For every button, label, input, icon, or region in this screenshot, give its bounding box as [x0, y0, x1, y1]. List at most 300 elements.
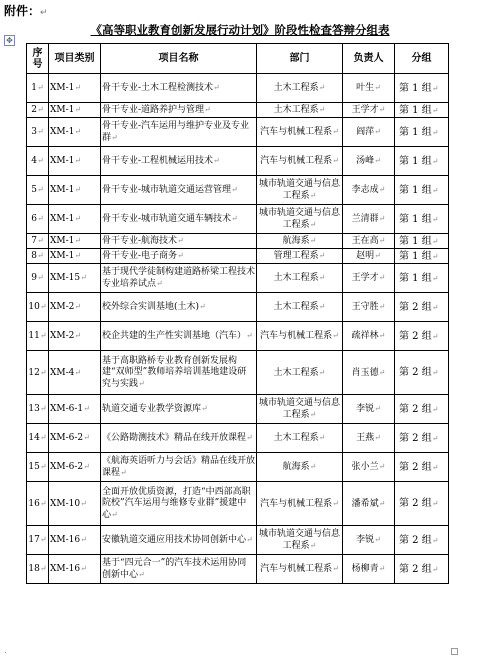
paragraph-mark-icon: ↵	[431, 156, 439, 166]
row-number-text: 9	[31, 273, 38, 283]
row-number	[27, 526, 49, 555]
project-name	[101, 555, 257, 584]
group-label	[395, 249, 449, 264]
owner-name-text: 肖玉德	[351, 367, 379, 378]
paragraph-mark-icon: ↵	[37, 185, 44, 194]
paragraph-mark-icon: ↵	[199, 302, 206, 311]
row-number	[27, 293, 49, 322]
paragraph-mark-icon: ↵	[37, 156, 44, 165]
group-label-text: 第 1 组	[399, 155, 432, 167]
department	[257, 526, 343, 555]
row-number-text: 16	[28, 498, 40, 509]
department	[257, 205, 343, 234]
owner-name-text: 赵明	[356, 251, 375, 261]
row-number-text: 11	[28, 331, 40, 341]
table-row	[27, 424, 449, 453]
group-label	[395, 103, 449, 118]
paragraph-mark-icon: ↵	[138, 378, 145, 388]
project-category-text: XM-1	[50, 105, 75, 115]
department-text: 汽车与机械工程系	[260, 498, 333, 509]
project-category-text: XM-15	[50, 273, 81, 283]
owner-name-text: 王学才	[351, 105, 379, 115]
paragraph-mark-icon: ↵	[74, 83, 82, 92]
paragraph-mark-icon: ↵	[111, 509, 118, 519]
paragraph-mark-icon: ↵	[37, 105, 44, 114]
department-text: 土木工程系	[273, 433, 319, 443]
paragraph-mark-icon: ↵	[431, 105, 439, 115]
paragraph-mark-icon: ↵	[318, 273, 326, 282]
owner-name	[343, 74, 395, 103]
row-number	[27, 555, 49, 584]
header-project-name: 项目名称	[101, 44, 257, 74]
paragraph-mark-icon: ↵	[83, 404, 90, 413]
department	[257, 293, 343, 322]
owner-name-text: 疏祥林	[351, 331, 379, 341]
group-label-text: 第 1 组	[399, 272, 432, 284]
project-name-text: 基于高职路桥专业教育创新发展构建“双师型”教师培养培训基地建设研究与实践	[102, 355, 247, 389]
project-category-text: XM-1	[50, 251, 75, 261]
paragraph-mark-icon: ↵	[74, 331, 82, 340]
paragraph-mark-icon: ↵	[74, 302, 82, 311]
project-category	[49, 264, 101, 293]
row-number	[27, 234, 49, 249]
project-category	[49, 118, 101, 147]
paragraph-mark-icon: ↵	[39, 404, 47, 413]
department-text: 汽车与机械工程系	[260, 156, 333, 166]
paragraph-mark-icon: ↵	[138, 569, 145, 579]
project-name	[101, 526, 257, 555]
project-category	[49, 176, 101, 205]
department-text: 城市轨道交通与信息工程系	[258, 528, 340, 551]
row-number-text: 17	[28, 535, 40, 545]
group-label-text: 第 2 组	[399, 534, 432, 546]
group-label-text: 第 1 组	[399, 250, 432, 262]
row-number	[27, 351, 49, 395]
row-number	[27, 74, 49, 103]
paragraph-mark-icon: ↵	[309, 190, 317, 200]
project-category-text: XM-1	[50, 156, 75, 166]
group-label-text: 第 1 组	[399, 82, 432, 94]
paragraph-mark-icon: ↵	[39, 498, 47, 508]
header-department: 部门	[257, 44, 343, 74]
group-label-text: 第 2 组	[399, 432, 432, 444]
row-number-text: 18	[28, 564, 40, 574]
row-number-text: 6	[31, 214, 38, 224]
project-name-text: 全面开放优质资源，打造“中西部高职院校”汽车运用与维修专业群”援建中心	[102, 486, 251, 520]
table-row	[27, 482, 449, 526]
paragraph-mark-icon: ↵	[80, 535, 87, 544]
project-category-text: XM-16	[50, 564, 81, 574]
group-label-text: 第 2 组	[399, 403, 432, 415]
project-name-text: 《公路勘测技术》精品在线开放课程	[102, 433, 247, 443]
department-text: 航海系	[282, 236, 310, 246]
project-name	[101, 103, 257, 118]
paragraph-mark-icon: ↵	[37, 83, 44, 92]
paragraph-mark-icon: ↵	[39, 433, 47, 442]
owner-name	[343, 176, 395, 205]
attachment-label	[4, 2, 48, 19]
project-name-text: 基于“四元合一”的汽车技术运用协同创新中心	[102, 557, 247, 580]
project-category-text: XM-1	[50, 214, 75, 224]
project-category	[49, 249, 101, 264]
project-category-text: XM-2	[50, 302, 75, 312]
department	[257, 234, 343, 249]
owner-name	[343, 395, 395, 424]
owner-name-text: 王燕	[356, 433, 375, 443]
group-label-text: 第 1 组	[399, 184, 432, 196]
department-text: 汽车与机械工程系	[260, 564, 333, 574]
paragraph-mark-icon: ↵	[431, 273, 439, 283]
project-category	[49, 74, 101, 103]
table-row	[27, 395, 449, 424]
paragraph-mark-icon: ↵	[231, 185, 238, 194]
row-number	[27, 118, 49, 147]
paragraph-mark-icon: ↵	[83, 433, 90, 442]
paragraph-mark-icon: ↵	[80, 498, 87, 508]
owner-name	[343, 555, 395, 584]
project-category	[49, 526, 101, 555]
project-category-text: XM-10	[50, 498, 81, 509]
paragraph-mark-icon: ↵	[431, 127, 439, 137]
department	[257, 103, 343, 118]
paragraph-mark-icon: ↵	[318, 302, 326, 311]
project-category	[49, 555, 101, 584]
group-label-text: 第 2 组	[399, 367, 432, 378]
table-row	[27, 249, 449, 264]
table-row	[27, 526, 449, 555]
row-number	[27, 482, 49, 526]
department	[257, 322, 343, 351]
row-number-text: 1	[31, 83, 38, 93]
paragraph-mark-icon: ↵	[246, 433, 253, 442]
paragraph-mark-icon: ↵	[431, 251, 439, 261]
paragraph-mark-icon: ↵	[431, 236, 439, 246]
group-label	[395, 555, 449, 584]
project-name	[101, 395, 257, 424]
paragraph-mark-icon: ↵	[246, 535, 253, 544]
project-name	[101, 424, 257, 453]
project-category-text: XM-4	[50, 367, 75, 378]
table-row	[27, 176, 449, 205]
department-text: 土木工程系	[273, 367, 319, 378]
row-number-text: 14	[28, 433, 40, 443]
group-label	[395, 147, 449, 176]
paragraph-mark-icon: ↵	[39, 564, 47, 573]
row-number	[27, 205, 49, 234]
group-label-text: 第 1 组	[399, 213, 432, 225]
paragraph-mark-icon: ↵	[431, 83, 439, 93]
group-label	[395, 453, 449, 482]
project-name-text: 基于现代学徒制构建道路桥梁工程技术专业培养试点	[102, 266, 256, 289]
table-row	[27, 293, 449, 322]
paragraph-mark-icon: ↵	[204, 105, 211, 114]
project-name-text: 校企共建的生产性实训基地（汽车）	[102, 331, 247, 341]
paragraph-mark-icon: ↵	[318, 251, 326, 260]
attachment-label-text: 附件：	[4, 4, 41, 18]
paragraph-mark-icon: ↵	[431, 368, 439, 377]
project-category	[49, 395, 101, 424]
paragraph-mark-icon: ↵	[74, 105, 82, 114]
paragraph-mark-icon: ↵	[374, 156, 381, 165]
group-label	[395, 118, 449, 147]
project-name-text: 骨干专业-工程机械运用技术	[102, 156, 214, 166]
header-owner: 负责人	[343, 44, 395, 74]
paragraph-mark-icon: ↵	[177, 251, 184, 260]
department-text: 土木工程系	[273, 273, 319, 283]
header-group: 分组	[395, 44, 449, 74]
department	[257, 74, 343, 103]
department	[257, 351, 343, 395]
project-category	[49, 482, 101, 526]
owner-name-text: 李锐	[356, 535, 375, 545]
project-category-text: XM-6-1	[50, 404, 84, 414]
row-number	[27, 176, 49, 205]
project-name	[101, 453, 257, 482]
paragraph-mark-icon: ↵	[318, 83, 326, 92]
project-category	[49, 103, 101, 118]
owner-name	[343, 526, 395, 555]
project-category-text: XM-16	[50, 535, 81, 545]
owner-name-text: 王守胜	[351, 302, 379, 312]
paragraph-mark-icon: ↵	[378, 498, 386, 508]
project-category-text: XM-1	[50, 185, 75, 195]
department	[257, 395, 343, 424]
department	[257, 264, 343, 293]
paragraph-mark-icon: ↵	[111, 132, 118, 142]
paragraph-mark-icon: ↵	[431, 214, 439, 224]
row-number	[27, 395, 49, 424]
group-label-text: 第 2 组	[399, 301, 432, 313]
row-number-text: 3	[31, 127, 38, 137]
paragraph-mark-icon: ↵	[374, 127, 381, 136]
department	[257, 424, 343, 453]
project-category	[49, 351, 101, 395]
project-name	[101, 322, 257, 351]
department-text: 汽车与机械工程系	[260, 331, 333, 341]
project-name-text: 骨干专业-电子商务	[102, 251, 178, 261]
paragraph-mark-icon: ↵	[309, 236, 317, 245]
project-name	[101, 249, 257, 264]
owner-name	[343, 453, 395, 482]
paragraph-mark-icon: ↵	[309, 409, 317, 419]
row-number	[27, 424, 49, 453]
department-text: 管理工程系	[273, 251, 319, 261]
project-category	[49, 234, 101, 249]
owner-name-text: 李锐	[356, 404, 375, 414]
paragraph-mark-icon: ↵	[74, 367, 82, 377]
row-number-text: 10	[28, 302, 40, 312]
paragraph-mark-icon: ↵	[378, 367, 386, 377]
paragraph-mark-icon: ↵	[177, 236, 184, 245]
owner-name-text: 叶生	[356, 83, 375, 93]
department	[257, 453, 343, 482]
paragraph-mark-icon: ↵	[74, 127, 82, 136]
row-number-text: 13	[28, 404, 40, 414]
project-category	[49, 424, 101, 453]
paragraph-mark-icon: ↵	[201, 404, 208, 413]
paragraph-mark-icon: ↵	[37, 273, 44, 282]
paragraph-mark-icon: ↵	[374, 251, 381, 260]
project-name	[101, 293, 257, 322]
department-text: 土木工程系	[273, 105, 319, 115]
project-name-text: 轨道交通专业教学资源库	[102, 404, 202, 414]
paragraph-mark-icon: ↵	[431, 185, 439, 195]
paragraph-mark-icon: ↵	[39, 302, 47, 311]
row-number-text: 2	[31, 105, 38, 115]
department-text: 航海系	[282, 462, 310, 472]
owner-name	[343, 482, 395, 526]
owner-name	[343, 249, 395, 264]
table-row	[27, 264, 449, 293]
owner-name	[343, 234, 395, 249]
paragraph-mark-icon: ↵	[318, 105, 326, 114]
group-label	[395, 351, 449, 395]
paragraph-mark-icon: ↵	[74, 236, 82, 245]
paragraph-mark-icon: ↵	[83, 462, 90, 471]
project-name	[101, 205, 257, 234]
paragraph-mark-icon: ↵	[378, 236, 386, 245]
owner-name-text: 杨柳青	[351, 564, 379, 574]
header-category: 项目类别	[49, 44, 101, 74]
project-name-text: 安徽轨道交通应用技术协同创新中心	[102, 535, 247, 545]
table-row	[27, 205, 449, 234]
paragraph-mark-icon: ↵	[309, 219, 317, 229]
project-name-text: 骨干专业-道路养护与管理	[102, 105, 205, 115]
paragraph-mark-icon: ↵	[431, 462, 439, 472]
row-number-text: 5	[31, 185, 38, 195]
table-body	[27, 74, 449, 584]
department-text: 城市轨道交通与信息工程系	[258, 397, 340, 420]
owner-name	[343, 264, 395, 293]
group-label	[395, 205, 449, 234]
paragraph-mark-icon: ↵	[74, 214, 82, 223]
group-label-text: 第 1 组	[399, 126, 432, 138]
paragraph-mark-icon: ↵	[374, 404, 381, 413]
row-number	[27, 322, 49, 351]
paragraph-mark-icon: ↵	[156, 278, 163, 288]
project-name	[101, 118, 257, 147]
group-label	[395, 176, 449, 205]
project-name	[101, 234, 257, 249]
project-name-text: 骨干专业-土木工程检测技术	[102, 83, 214, 93]
group-label	[395, 322, 449, 351]
paragraph-mark-icon: ↵	[374, 433, 381, 442]
paragraph-mark-icon: ↵	[39, 331, 47, 340]
owner-name	[343, 351, 395, 395]
paragraph-mark-icon: ↵	[332, 127, 339, 136]
group-label-text: 第 1 组	[399, 104, 432, 116]
paragraph-mark-icon: ↵	[431, 535, 439, 545]
department-text: 城市轨道交通与信息工程系	[258, 207, 340, 230]
paragraph-mark-icon: ↵	[309, 462, 317, 471]
row-number-text: 15	[28, 462, 40, 472]
project-category	[49, 293, 101, 322]
paragraph-mark-icon: ↵	[74, 156, 82, 165]
paragraph-mark-icon: ↵	[431, 433, 439, 443]
table-resize-handle[interactable]	[451, 648, 458, 655]
page-title: 《高等职业教育创新发展行动计划》阶段性检查答辩分组表	[90, 23, 390, 37]
paragraph-mark-icon: ↵	[332, 564, 339, 573]
owner-name-text: 王学才	[351, 273, 379, 283]
paragraph-mark-icon: ↵	[431, 499, 439, 508]
project-category	[49, 205, 101, 234]
paragraph-mark-icon: ↵	[37, 214, 44, 223]
project-name-text: 骨干专业-城市轨道交通运营管理	[102, 185, 232, 195]
group-label	[395, 526, 449, 555]
table-move-handle-icon[interactable]: ✥	[4, 35, 15, 46]
paragraph-mark-icon: ↵	[74, 251, 82, 260]
project-name	[101, 351, 257, 395]
owner-name-text: 李志成	[351, 185, 379, 195]
paragraph-mark-icon: ↵	[318, 367, 326, 377]
paragraph-mark-icon: ↵	[213, 156, 220, 165]
paragraph-mark-icon: ↵	[40, 8, 48, 18]
project-name	[101, 147, 257, 176]
project-category-text: XM-6-2	[50, 433, 84, 443]
department	[257, 176, 343, 205]
group-label	[395, 424, 449, 453]
owner-name-text: 阎萍	[356, 127, 375, 137]
paragraph-mark-icon: ↵	[431, 404, 439, 414]
table-row	[27, 351, 449, 395]
group-label	[395, 74, 449, 103]
row-number-text: 4	[31, 156, 38, 166]
owner-name-text: 兰清群	[351, 214, 379, 224]
paragraph-mark-icon: ↵	[431, 331, 439, 341]
group-label	[395, 395, 449, 424]
group-label-text: 第 2 组	[399, 498, 432, 509]
project-category-text: XM-2	[50, 331, 75, 341]
project-name	[101, 264, 257, 293]
paragraph-mark-icon: ↵	[332, 331, 339, 340]
row-number-text: 8	[31, 251, 38, 261]
group-label	[395, 482, 449, 526]
owner-name	[343, 322, 395, 351]
paragraph-mark-icon: ↵	[378, 564, 386, 573]
project-name	[101, 74, 257, 103]
group-label-text: 第 2 组	[399, 563, 432, 575]
paragraph-mark-icon: ↵	[39, 462, 47, 471]
paragraph-mark-icon: ↵	[378, 273, 386, 282]
paragraph-mark-icon: ↵	[378, 214, 386, 223]
paragraph-mark-icon: ↵	[378, 462, 386, 471]
group-label	[395, 264, 449, 293]
project-name-text: 校外综合实训基地(土木)	[102, 302, 200, 312]
department	[257, 555, 343, 584]
owner-name-text: 王在高	[351, 236, 379, 246]
group-label-text: 第 2 组	[399, 461, 432, 473]
paragraph-mark-icon: ↵	[378, 185, 386, 194]
group-label	[395, 293, 449, 322]
table-row	[27, 322, 449, 351]
paragraph-mark-icon: ↵	[332, 498, 339, 508]
owner-name	[343, 424, 395, 453]
department	[257, 147, 343, 176]
paragraph-mark-icon: ↵	[246, 331, 253, 340]
project-category	[49, 322, 101, 351]
owner-name	[343, 293, 395, 322]
owner-name	[343, 118, 395, 147]
grouping-table	[26, 43, 449, 584]
paragraph-mark-icon: ↵	[213, 83, 220, 92]
group-label-text: 第 1 组	[399, 235, 432, 247]
paragraph-mark-icon: ↵	[431, 302, 439, 312]
project-name-text: 骨干专业-城市轨道交通车辆技术	[102, 214, 232, 224]
paragraph-mark-icon: ↵	[378, 331, 386, 340]
table-row	[27, 147, 449, 176]
paragraph-mark-icon: ↵	[378, 105, 386, 114]
paragraph-mark-icon: ↵	[74, 185, 82, 194]
